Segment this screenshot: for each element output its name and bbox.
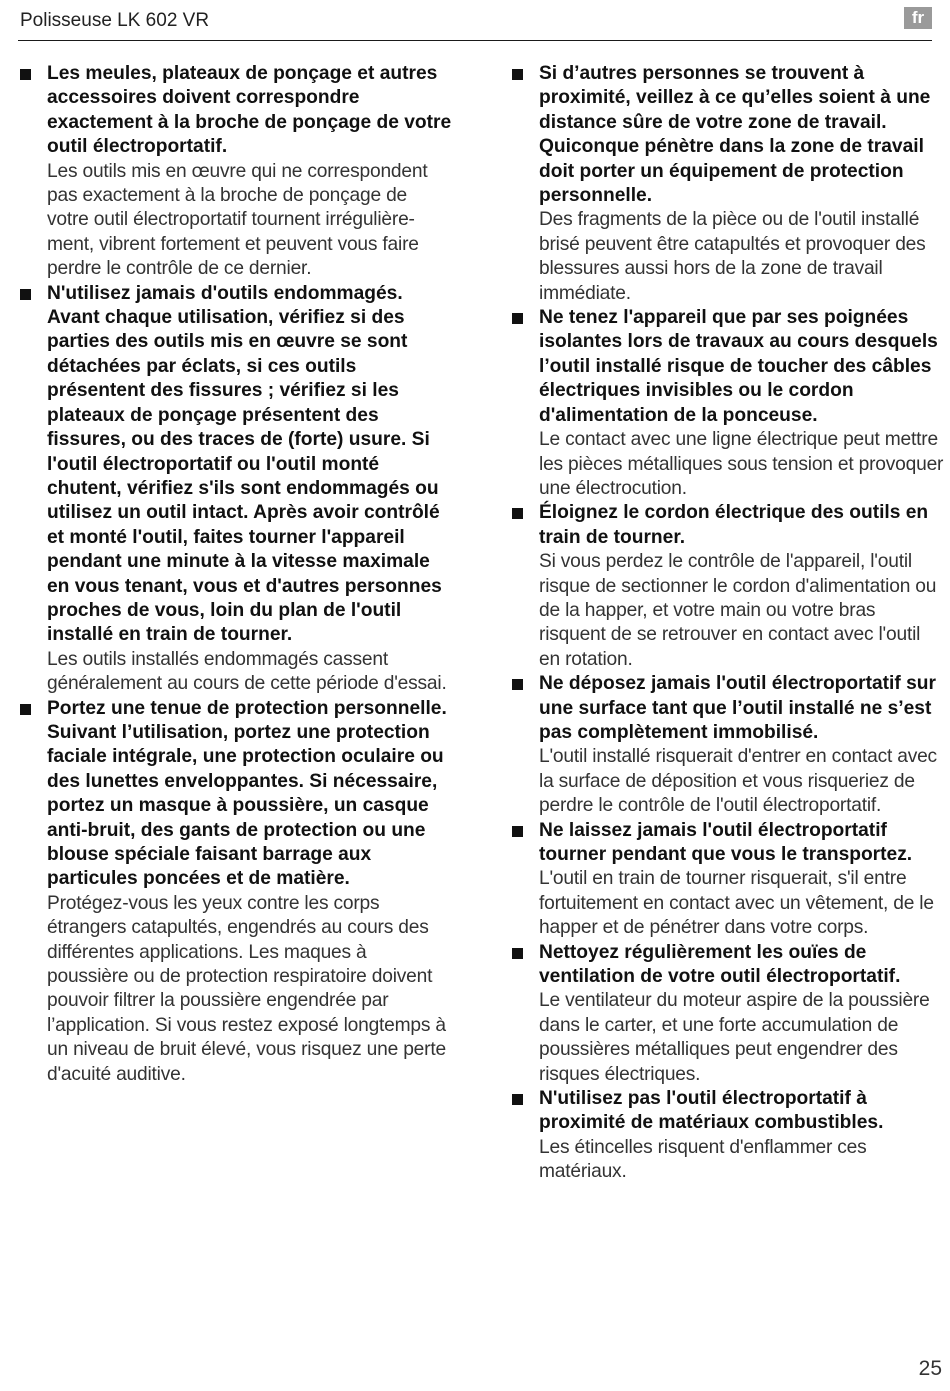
square-bullet-icon [20, 704, 31, 715]
safety-explanation: Le ventilateur du moteur aspire de la poussière dans le carter, et une forte accumulation de poussières métalliques peut engendrer des risques électriques. [539, 990, 930, 1085]
page-number: 25 [918, 1357, 942, 1380]
document-title: Polisseuse LK 602 VR [20, 10, 210, 31]
square-bullet-icon [512, 69, 523, 80]
safety-explanation: L'outil en train de tourner risquerait, s'il entre fortuitement en contact avec un vêtement, de le happer et de pénétrer dans votre corps. [539, 868, 934, 939]
square-bullet-icon [512, 313, 523, 324]
safety-item [512, 672, 944, 818]
safety-item [20, 697, 452, 1088]
safety-item [512, 941, 944, 1087]
safety-instruction: Si d’autres personnes se trouvent à proximité, veillez à ce qu’elles soient à une distance sûre de votre zone de travail. Quiconque pénètre dans la zone de travail doit porter un équipement de protection personnelle. [539, 63, 931, 207]
safety-item [512, 819, 944, 941]
safety-explanation: Le contact avec une ligne électrique peut mettre les pièces métalliques sous tension et provoquer une électrocution. [539, 429, 944, 499]
right-column [512, 62, 944, 1185]
safety-instruction: Portez une tenue de protection personnelle. Suivant l’utilisation, portez une protection faciale intégrale, une protection oculaire ou des lunettes enveloppantes. Si nécessaire, portez un masque à poussière, un casque anti-bruit, des gants de protection ou une blouse spéciale faisant barrage aux particules poncées et de matière. [47, 697, 447, 890]
safety-explanation: Si vous perdez le contrôle de l'appareil, l'outil risque de sectionner le cordon d'alimentation ou de la happer, et votre main ou votre bras risquent de se retrouver en contact avec l'outil en rotation. [539, 551, 937, 670]
square-bullet-icon [20, 289, 31, 300]
safety-explanation: Les étincelles risquent d'enflammer ces matériaux. [539, 1136, 867, 1183]
safety-instruction: Ne tenez l'appareil que par ses poignées isolantes lors de travaux au cours desquels l’outil installé risque de toucher des câbles électriques invisibles ou le cordon d'alimentation de la ponceuse. [539, 307, 938, 426]
safety-item [512, 62, 944, 306]
safety-item [512, 501, 944, 672]
safety-instruction: N'utilisez jamais d'outils endommagés. Avant chaque utilisation, vérifiez si des parties des outils mis en œuvre se sont détachées par éclats, si ces outils présentent des fissures ; vérifiez si les plateaux de ponçage présentent des fissures, ou des traces de (forte) usure. Si l'outil électroportatif ou l'outil monté chutent, vérifiez s'ils sont endommagés ou utilisez un outil intact. Après avoir contrôlé et monté l'outil, faites tourner l'appareil pendant une minute à la vitesse maximale en vous tenant, vous et d'autres personnes proches de vous, loin du plan de l'outil installé en train de tourner. [47, 282, 442, 646]
safety-item [512, 1087, 944, 1185]
safety-explanation: Les outils mis en œuvre qui ne correspondent pas exactement à la broche de ponçage de votre outil électroportatif tournent irrégulière-ment, vibrent fortement et peuvent vous faire perdre le contrôle de ce dernier. [47, 160, 428, 280]
safety-instruction: Nettoyez régulièrement les ouïes de ventilation de votre outil électroportatif. [539, 941, 901, 988]
left-column [20, 62, 452, 1087]
square-bullet-icon [512, 508, 523, 519]
square-bullet-icon [20, 69, 31, 80]
safety-instruction: Éloignez le cordon électrique des outils en train de tourner. [539, 502, 929, 548]
safety-instruction: Ne laissez jamais l'outil électroportatif tourner pendant que vous le transportez. [539, 819, 913, 865]
safety-instruction: N'utilisez pas l'outil électroportatif à proximité de matériaux combustibles. [539, 1088, 884, 1134]
safety-item [20, 62, 452, 282]
safety-instruction: Ne déposez jamais l'outil électroportatif sur une surface tant que l’outil installé ne s’est pas complètement immobilisé. [539, 673, 936, 743]
square-bullet-icon [512, 948, 523, 959]
safety-item [512, 306, 944, 501]
safety-explanation: Protégez-vous les yeux contre les corps étrangers catapultés, engendrés au cours des différentes applications. Les maques à poussière ou de protection respiratoire doivent pouvoir filtrer la poussière engendrée par l’application. Si vous restez exposé longtemps à un niveau de bruit élevé, vous risquez une perte d'acuité auditive. [47, 892, 446, 1085]
safety-explanation: L'outil installé risquerait d'entrer en contact avec la surface de déposition et vous risqueriez de perdre le contrôle de l'outil électroportatif. [539, 746, 937, 817]
safety-explanation: Les outils installés endommagés cassent généralement au cours de cette période d'essai. [47, 648, 447, 695]
square-bullet-icon [512, 1094, 523, 1105]
page-header [18, 0, 932, 41]
square-bullet-icon [512, 679, 523, 690]
safety-instruction: Les meules, plateaux de ponçage et autres accessoires doivent correspondre exactement à la broche de ponçage de votre outil électroportatif. [47, 63, 452, 158]
square-bullet-icon [512, 826, 523, 837]
safety-item [20, 282, 452, 697]
language-badge: fr [904, 7, 932, 29]
safety-explanation: Des fragments de la pièce ou de l'outil installé brisé peuvent être catapultés et provoquer des blessures aussi hors de la zone de travail immédiate. [539, 209, 926, 304]
